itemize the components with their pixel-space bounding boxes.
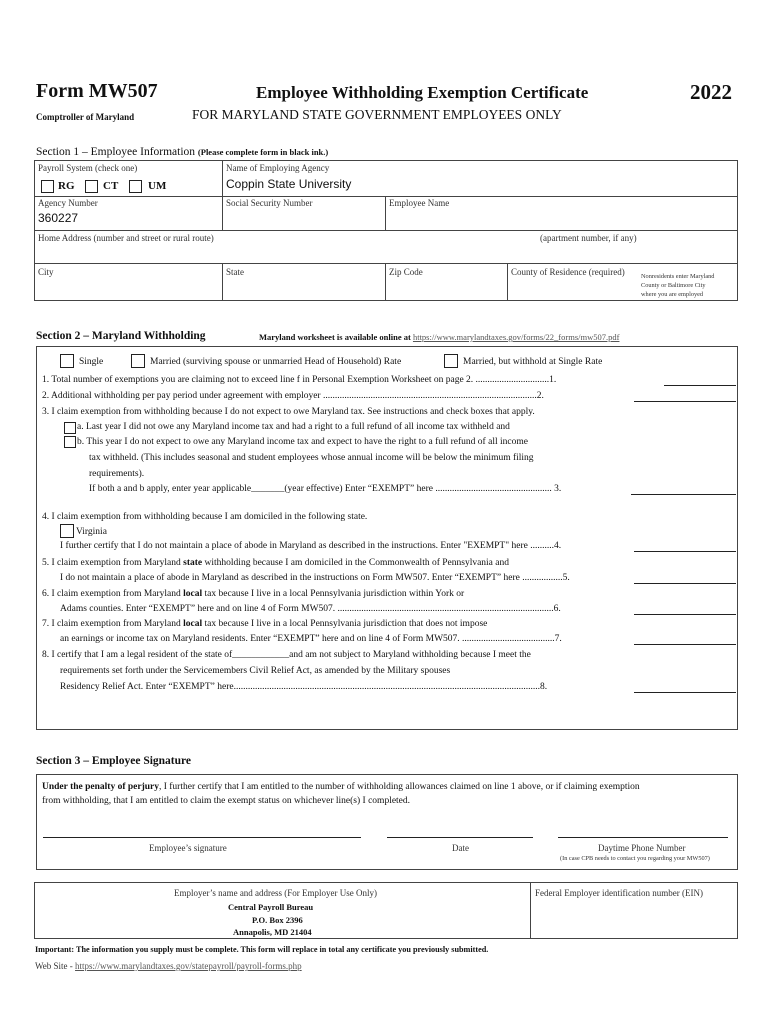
signature-label: Employee’s signature bbox=[149, 843, 227, 853]
agency-number-field[interactable]: 360227 bbox=[38, 211, 79, 225]
apartment-label: (apartment number, if any) bbox=[540, 233, 637, 243]
line1-text: 1. Total number of exemptions you are claiming not to exceed line f in Personal Exemption Worksheet on page 2. ...............................1. bbox=[42, 375, 557, 385]
line3-text: 3. I claim exemption from withholding because I do not expect to owe Maryland tax. See instructions and check boxes that apply. bbox=[42, 407, 535, 417]
line8-text: 8. I certify that I am a legal resident of the state of____________and am not subject to Maryland withholding because I meet the bbox=[42, 650, 531, 660]
line5-bold: state bbox=[183, 558, 203, 568]
form-year: 2022 bbox=[690, 80, 732, 104]
payroll-um-checkbox[interactable] bbox=[129, 180, 142, 193]
line4-end-text: I further certify that I do not maintain a place of abode in Maryland as described in the instructions. Enter "EXEMPT" here ..........4. bbox=[60, 541, 562, 551]
line7-bold: local bbox=[183, 619, 203, 629]
date-label: Date bbox=[452, 843, 469, 853]
line5-text-2: I do not maintain a place of abode in Maryland as described in the instructions on Form MW507. Enter “EXEMPT” here .................5. bbox=[60, 573, 570, 583]
payroll-label: Payroll System (check one) bbox=[38, 163, 138, 173]
section1-heading bbox=[36, 146, 328, 158]
line3a-checkbox[interactable] bbox=[64, 422, 76, 434]
line8-text-3: Residency Relief Act. Enter “EXEMPT” here.................................................................................................................................8. bbox=[60, 682, 548, 692]
section3-heading: Section 3 – Employee Signature bbox=[36, 755, 192, 767]
line6-post: tax because I live in a local Pennsylvania jurisdiction within York or bbox=[204, 589, 465, 599]
phone-label: Daytime Phone Number bbox=[598, 843, 686, 853]
status-single-label: Single bbox=[79, 357, 104, 367]
status-married-label: Married (surviving spouse or unmarried Head of Household) Rate bbox=[150, 357, 402, 367]
worksheet-note-row bbox=[259, 332, 619, 342]
line6-text-2: Adams counties. Enter “EXEMPT” here and on line 4 of Form MW507. ...........................................................................................6. bbox=[60, 604, 561, 614]
line6-bold: local bbox=[183, 589, 203, 599]
home-address-label: Home Address (number and street or rural route) bbox=[38, 233, 214, 243]
fein-label: Federal Employer identification number (EIN) bbox=[535, 888, 703, 898]
line7-answer[interactable] bbox=[634, 644, 736, 645]
line7-pre: 7. I claim exemption from Maryland bbox=[42, 619, 181, 629]
line5-answer[interactable] bbox=[634, 583, 736, 584]
employee-name-label: Employee Name bbox=[389, 198, 450, 208]
line3-answer[interactable] bbox=[631, 494, 736, 495]
status-married-checkbox[interactable] bbox=[131, 354, 145, 368]
payroll-ct-checkbox[interactable] bbox=[85, 180, 98, 193]
date-line[interactable] bbox=[387, 837, 533, 838]
employer-city: Annapolis, MD 21404 bbox=[233, 927, 312, 937]
line2-answer[interactable] bbox=[634, 401, 736, 402]
worksheet-link[interactable]: https://www.marylandtaxes.gov/forms/22_forms/mw507.pdf bbox=[412, 332, 620, 342]
penalty-text-run: , I further certify that I am entitled to the number of withholding allowances claimed on line 1 above, or if claiming exemption bbox=[158, 782, 640, 792]
line6-pre: 6. I claim exemption from Maryland bbox=[42, 589, 181, 599]
line3b-text-2: tax withheld. (This includes seasonal and student employees whose annual income will be below the minimum filing bbox=[89, 453, 534, 463]
city-label: City bbox=[38, 267, 54, 277]
line5-post: withholding because I am domiciled in the Commonwealth of Pennsylvania and bbox=[204, 558, 509, 568]
section2-heading: Section 2 – Maryland Withholding bbox=[36, 330, 206, 342]
line4-state-checkbox[interactable] bbox=[60, 524, 74, 538]
agency-name-field[interactable]: Coppin State University bbox=[226, 177, 352, 191]
agency-name-label: Name of Employing Agency bbox=[226, 163, 330, 173]
phone-line[interactable] bbox=[558, 837, 728, 838]
line4-answer[interactable] bbox=[634, 551, 736, 552]
form-subtitle: FOR MARYLAND STATE GOVERNMENT EMPLOYEES ONLY bbox=[192, 107, 562, 122]
line2-text: 2. Additional withholding per pay period under agreement with employer ..........................................................................................2. bbox=[42, 391, 544, 401]
county-note-line: Nonresidents enter Maryland bbox=[641, 273, 715, 280]
line3b-text: b. This year I do not expect to owe any Maryland income tax and expect to have the right to a full refund of all income bbox=[77, 437, 528, 447]
line5-text bbox=[42, 558, 509, 568]
employer-label: Employer’s name and address (For Employer Use Only) bbox=[174, 888, 378, 898]
line7-text bbox=[42, 619, 487, 629]
line7-post: tax because I live in a local Pennsylvania jurisdiction that does not impose bbox=[204, 619, 488, 629]
line1-answer[interactable] bbox=[664, 385, 736, 386]
line3b-checkbox[interactable] bbox=[64, 436, 76, 448]
county-label: County of Residence (required) bbox=[511, 267, 625, 277]
state-label: State bbox=[226, 267, 244, 277]
line8-answer[interactable] bbox=[634, 692, 736, 693]
zip-label: Zip Code bbox=[389, 267, 423, 277]
penalty-bold: Under the penalty of perjury bbox=[42, 782, 159, 792]
status-single-checkbox[interactable] bbox=[60, 354, 74, 368]
county-note-line: County or Baltimore City bbox=[641, 282, 706, 289]
agency-number-label: Agency Number bbox=[38, 198, 98, 208]
line6-answer[interactable] bbox=[634, 614, 736, 615]
line4-state-label: Virginia bbox=[76, 527, 107, 537]
line6-text bbox=[42, 589, 464, 599]
ssn-label: Social Security Number bbox=[226, 198, 313, 208]
important-notice: Important: The information you supply must be complete. This form will replace in total any certificate you previously submitted. bbox=[35, 945, 489, 954]
payroll-ct-label: CT bbox=[103, 180, 119, 192]
form-id: Form MW507 bbox=[36, 80, 158, 102]
line3-end-text: If both a and b apply, enter year applicable_______(year effective) Enter “EXEMPT” here ................................................. 3. bbox=[89, 484, 562, 494]
website-row bbox=[35, 961, 302, 971]
section1-note: (Please complete form in black ink.) bbox=[197, 147, 329, 157]
status-married-single-label: Married, but withhold at Single Rate bbox=[463, 357, 603, 367]
status-married-single-checkbox[interactable] bbox=[444, 354, 458, 368]
employer-box-address: P.O. Box 2396 bbox=[252, 915, 303, 925]
website-label: Web Site - bbox=[35, 961, 73, 971]
form-title: Employee Withholding Exemption Certificate bbox=[256, 83, 589, 102]
county-note bbox=[641, 272, 714, 299]
section1-title: Section 1 – Employee Information bbox=[36, 146, 196, 158]
line3b-text-3: requirements). bbox=[89, 469, 145, 479]
agency-header: Comptroller of Maryland bbox=[36, 112, 135, 122]
phone-note: (In case CPB needs to contact you regarding your MW507) bbox=[560, 855, 710, 862]
worksheet-note: Maryland worksheet is available online at bbox=[259, 332, 411, 342]
website-link[interactable]: https://www.marylandtaxes.gov/statepayroll/payroll-forms.php bbox=[75, 961, 302, 971]
employer-name: Central Payroll Bureau bbox=[228, 902, 314, 912]
line8-text-2: requirements set forth under the Servicemembers Civil Relief Act, as amended by the Military spouses bbox=[60, 666, 451, 676]
line4-text: 4. I claim exemption from withholding because I am domiciled in the following state. bbox=[42, 512, 368, 522]
line7-text-2: an earnings or income tax on Maryland residents. Enter “EXEMPT” here and on line 4 of Form MW507. .......................................7. bbox=[60, 634, 562, 644]
penalty-text bbox=[42, 782, 640, 792]
penalty-text-2: from withholding, that I am entitled to claim the exempt status on whichever line(s) I completed. bbox=[42, 796, 411, 806]
line3a-text: a. Last year I did not owe any Maryland income tax and had a right to a full refund of all income tax withheld and bbox=[77, 422, 510, 432]
county-note-line: where you are employed bbox=[641, 291, 704, 298]
signature-line[interactable] bbox=[43, 837, 361, 838]
line5-pre: 5. I claim exemption from Maryland bbox=[42, 558, 181, 568]
payroll-um-label: UM bbox=[148, 180, 167, 192]
payroll-rg-checkbox[interactable] bbox=[41, 180, 54, 193]
payroll-rg-label: RG bbox=[58, 180, 75, 192]
